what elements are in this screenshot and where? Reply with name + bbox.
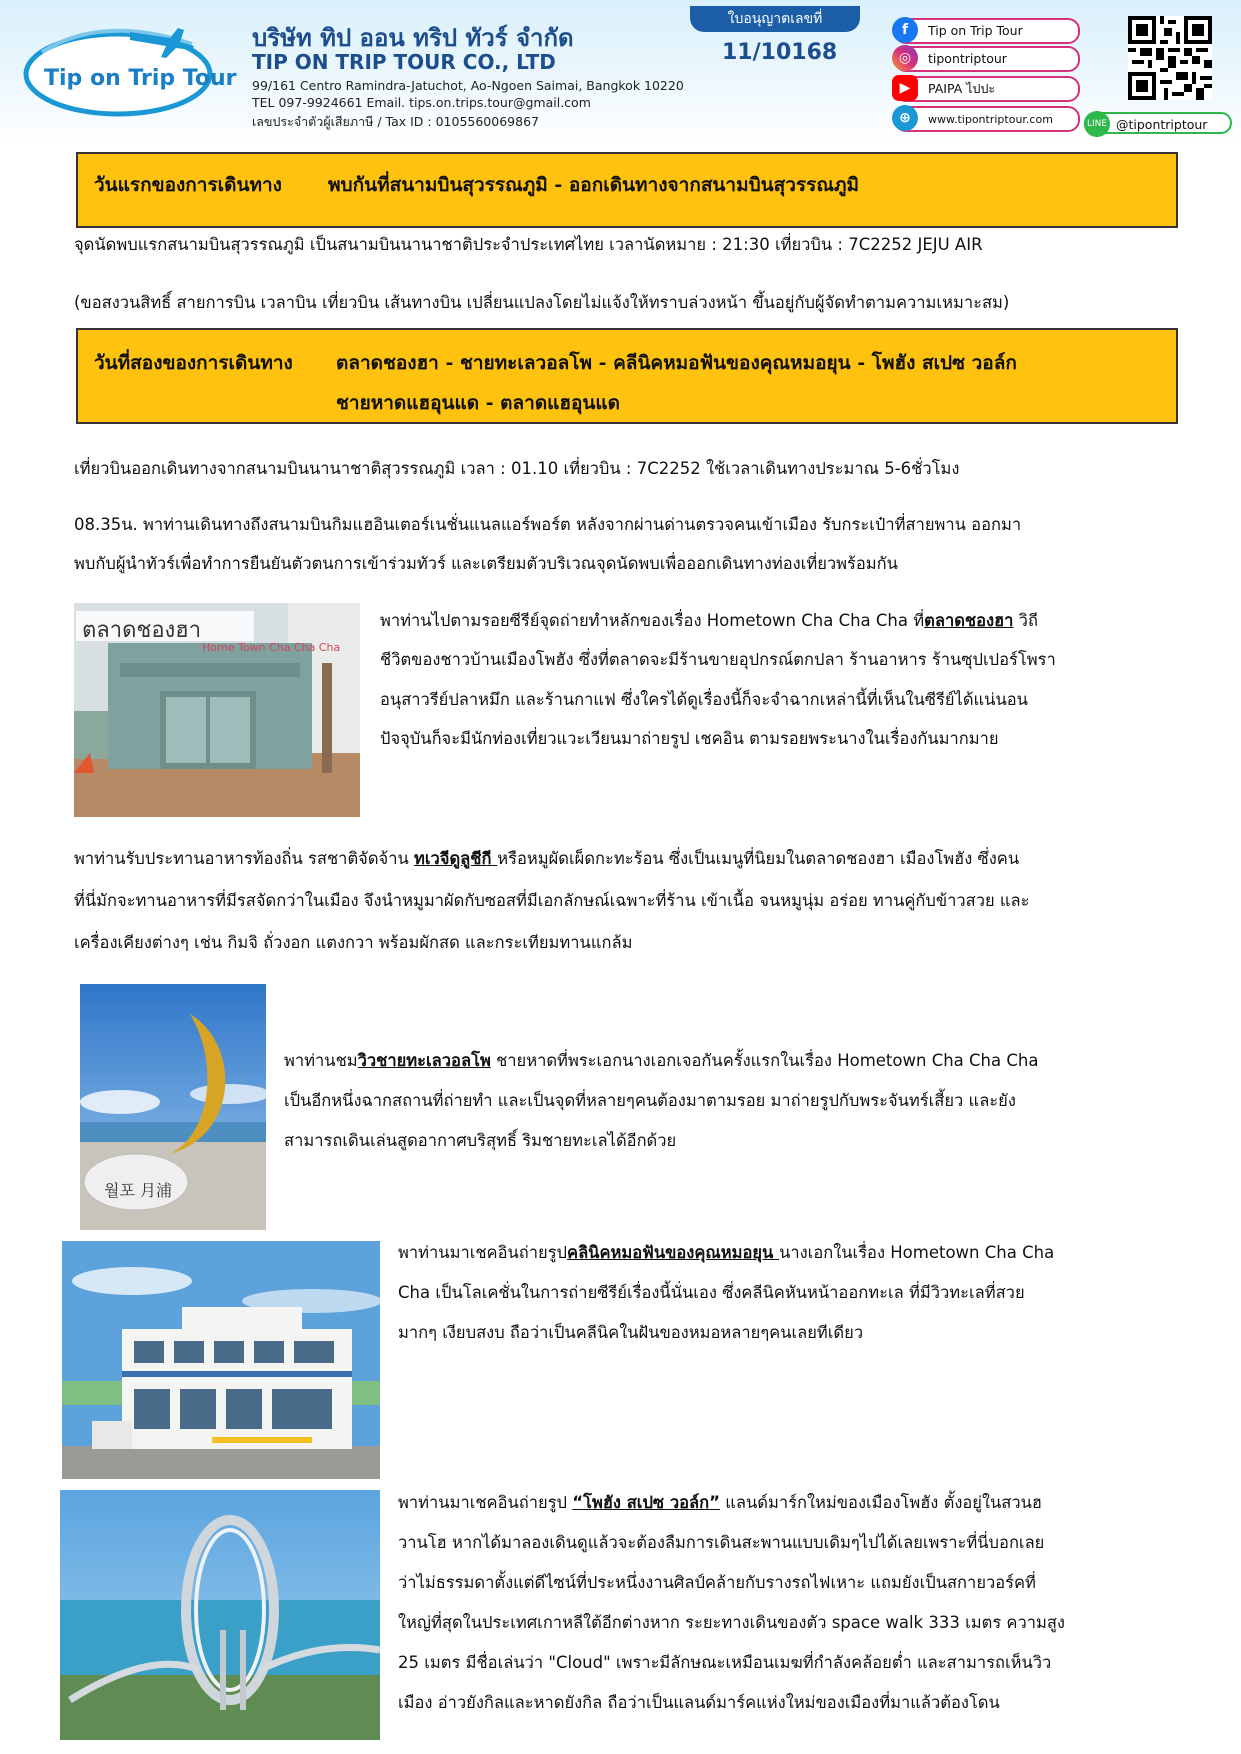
spacewalk-line4: ใหญ่ที่สุดในประเทศเกาหลีใต้อีกต่างหาก ระยะทางเดินของตัว space walk 333 เมตร ความสูง bbox=[398, 1613, 1065, 1632]
company-name-english: TIP ON TRIP TOUR CO., LTD bbox=[252, 50, 556, 74]
letterhead bbox=[0, 0, 1241, 143]
lunch-line1: พาท่านรับประทานอาหารท้องถิ่น รสชาติจัดจ้าน ทเวจีดูลูชีกี หรือหมูผัดเผ็ดกะทะร้อน ซึ่งเป็นเมนูที่นิยมในตลาดชองฮา เมืองโพฮัง ซึ่งคน bbox=[74, 849, 1020, 868]
spacewalk-line2: วานโฮ หากได้มาลองเดินดูแล้วจะต้องลืมการเดินสะพานแบบเดิมๆไปได้เลยเพราะที่นี่บอกเลย bbox=[398, 1533, 1045, 1552]
clinic-line1: พาท่านมาเชคอินถ่ายรูปคลินิคหมอฟันของคุณหมอยุน นางเอกในเรื่อง Hometown Cha Cha bbox=[398, 1243, 1055, 1262]
website-link[interactable] bbox=[894, 106, 1080, 132]
facebook-label: Tip on Trip Tour bbox=[928, 23, 1023, 38]
instagram-label: tipontriptour bbox=[928, 51, 1007, 66]
spacewalk-line5: 25 เมตร มีชื่อเล่นว่า "Cloud" เพราะมีลักษณะเหมือนเมฆที่กำลังคล้อยต่ำ และสามารถเห็นวิว bbox=[398, 1653, 1052, 1672]
day2-header-box bbox=[76, 328, 1178, 424]
company-logo bbox=[22, 22, 237, 120]
day2-label: วันที่สองของการเดินทาง bbox=[94, 352, 293, 374]
spacewalk-line6: เมือง อ่าวยังกิลและหาดยังกิล ถือว่าเป็นแลนด์มาร์คแห่งใหม่ของเมืองที่มาแล้วต้องโดน bbox=[398, 1693, 1000, 1712]
market-line4: ปัจจุบันก็จะมีนักท่องเที่ยวแวะเวียนมาถ่ายรูป เชคอิน ตามรอยพระนางในเรื่องกันมากมาย bbox=[380, 729, 999, 748]
wolpo-beach-highlight: วิวชายทะเลวอลโพ bbox=[357, 1051, 491, 1070]
photo-pohang-space-walk bbox=[60, 1490, 380, 1740]
day1-meeting-point: จุดนัดพบแรกสนามบินสุวรรณภูมิ เป็นสนามบินนานาชาติประจำประเทศไทย เวลานัดหมาย : 21:30 เที่ยวบิน : 7C2252 JEJU AIR bbox=[74, 235, 983, 254]
stone-text: 월포 月浦 bbox=[104, 1181, 172, 1200]
license-label: ใบอนุญาตเลขที่ bbox=[690, 6, 860, 32]
market-line3: อนุสาวรีย์ปลาหมึก และร้านกาแฟ ซึ่งใครได้ดูเรื่องนี้ก็จะจำฉากเหล่านี้ที่เห็นในซีรีย์ได้แน่นอน bbox=[380, 690, 1028, 709]
youtube-link[interactable] bbox=[894, 76, 1080, 102]
dwaeji-bulgogi-highlight: ทเวจีดูลูชีกี bbox=[414, 849, 498, 868]
lunch-line3: เครื่องเคียงต่างๆ เช่น กิมจิ ถั่วงอก แตงกวา พร้อมผักสด และกระเทียมทานแกล้ม bbox=[74, 933, 633, 952]
facebook-icon: f bbox=[892, 17, 918, 43]
wolpo-line3: สามารถเดินเล่นสูดอากาศบริสุทธิ์ ริมชายทะเลได้อีกด้วย bbox=[284, 1131, 677, 1150]
day2-title-line1: ตลาดชองฮา - ชายทะเลวอลโพ - คลีนิคหมอฟันของคุณหมอยุน - โพฮัง สเปซ วอล์ก bbox=[336, 352, 1017, 374]
line-label: @tipontriptour bbox=[1116, 117, 1208, 132]
company-tax-id: เลขประจำตัวผู้เสียภาษี / Tax ID : 0105560069867 bbox=[252, 114, 539, 129]
lunch-line2: ที่นี่มักจะทานอาหารที่มีรสจัดกว่าในเมือง จึงนำหมูมาผัดกับซอสที่มีเอกลักษณ์เฉพาะที่ร้าน เข้าเนื้อ จนหมูนุ่ม อร่อย ทานคู่กับข้าวสวย และ bbox=[74, 891, 1030, 910]
company-address: 99/161 Centro Ramindra-Jatuchot, Ao-Ngoen Saimai, Bangkok 10220 bbox=[252, 78, 684, 93]
photo-sign-text: ตลาดชองฮา bbox=[82, 618, 202, 643]
space-walk-highlight: “โพฮัง สเปซ วอล์ก” bbox=[572, 1493, 720, 1512]
cheongha-market-highlight: ตลาดชองฮา bbox=[924, 611, 1014, 630]
instagram-icon: ◎ bbox=[892, 45, 918, 71]
website-label: www.tipontriptour.com bbox=[928, 113, 1053, 126]
arrival-line1: 08.35น. พาท่านเดินทางถึงสนามบินกิมแฮอินเตอร์เนชั่นแนลแอร์พอร์ต หลังจากผ่านด่านตรวจคนเข้าเมือง รับกระเป๋าที่สายพาน ออกมา bbox=[74, 515, 1022, 534]
youtube-label: PAIPA ไปปะ bbox=[928, 81, 996, 96]
day1-title: พบกันที่สนามบินสุวรรณภูมิ - ออกเดินทางจากสนามบินสุวรรณภูมิ bbox=[328, 174, 859, 196]
line-icon: LINE bbox=[1084, 111, 1110, 137]
day2-flight-info: เที่ยวบินออกเดินทางจากสนามบินนานาชาติสุวรรณภูมิ เวลา : 01.10 เที่ยวบิน : 7C2252 ใช้เวลาเดินทางประมาณ 5-6ชั่วโมง bbox=[74, 459, 960, 478]
company-contact: TEL 097-9924661 Email. tips.on.trips.tour@gmail.com bbox=[252, 95, 591, 110]
company-name-thai: บริษัท ทิป ออน ทริป ทัวร์ จำกัด bbox=[252, 24, 574, 52]
logo-text: Tip on Trip Tour bbox=[44, 66, 237, 91]
wolpo-line1: พาท่านชมวิวชายทะเลวอลโพ ชายหาดที่พระเอกนางเอกเจอกันครั้งแรกในเรื่อง Hometown Cha Cha Cha bbox=[284, 1051, 1039, 1070]
instagram-link[interactable] bbox=[894, 46, 1080, 72]
youtube-icon: ▶ bbox=[892, 75, 918, 101]
day1-label: วันแรกของการเดินทาง bbox=[94, 174, 282, 196]
clinic-line3: มากๆ เงียบสงบ ถือว่าเป็นคลีนิคในฝันของหมอหลายๆคนเลยทีเดียว bbox=[398, 1323, 864, 1342]
day1-header-box bbox=[76, 152, 1178, 228]
photo-cheongha-market bbox=[74, 603, 360, 817]
market-line2: ชีวิตของชาวบ้านเมืองโพฮัง ซึ่งที่ตลาดจะมีร้านขายอุปกรณ์ตกปลา ร้านอาหาร ร้านซุปเปอร์โพรา bbox=[380, 650, 1056, 669]
facebook-link[interactable] bbox=[894, 18, 1080, 44]
photo-wolpo-beach-moon bbox=[80, 984, 266, 1230]
license-number: 11/10168 bbox=[722, 40, 838, 65]
line-link[interactable] bbox=[1084, 112, 1232, 134]
clinic-line2: Cha เป็นโลเคชั่นในการถ่ายซีรีย์เรื่องนี้นั่นเอง ซึ่งคลีนิคหันหน้าออกทะเล ที่มีวิวทะเลที่สวย bbox=[398, 1283, 1025, 1302]
day1-disclaimer: (ขอสงวนสิทธิ์ สายการบิน เวลาบิน เที่ยวบิน เส้นทางบิน เปลี่ยนแปลงโดยไม่แจ้งให้ทราบล่วงหน้า ขึ้นอยู่กับผู้จัดทำตามความเหมาะสม) bbox=[74, 293, 1010, 312]
photo-dental-clinic bbox=[62, 1241, 380, 1479]
photo-sign-subtext: Home Town Cha Cha Cha bbox=[202, 641, 341, 654]
dental-clinic-highlight: คลินิคหมอฟันของคุณหมอยุน bbox=[567, 1243, 780, 1262]
market-line1: พาท่านไปตามรอยซีรีย์จุดถ่ายทำหลักของเรื่อง Hometown Cha Cha Cha ที่ตลาดชองฮา วิถี bbox=[380, 611, 1038, 630]
wolpo-line2: เป็นอีกหนึ่งฉากสถานที่ถ่ายทำ และเป็นจุดที่หลายๆคนต้องมาตามรอย มาถ่ายรูปกับพระจันทร์เสี้ยว และยัง bbox=[284, 1091, 1016, 1110]
day2-title-line2: ชายหาดแฮอุนแด - ตลาดแฮอุนแด bbox=[336, 392, 620, 414]
spacewalk-line1: พาท่านมาเชคอินถ่ายรูป “โพฮัง สเปซ วอล์ก” แลนด์มาร์กใหม่ของเมืองโพฮัง ตั้งอยู่ในสวนฮ bbox=[398, 1493, 1042, 1512]
spacewalk-line3: ว่าไม่ธรรมดาตั้งแต่ดีไซน์ที่ประหนึ่งงานศิลป์คล้ายกับรางรถไฟเหาะ แถมยังเป็นสกายวอร์คที่ bbox=[398, 1573, 1036, 1592]
qr-code bbox=[1128, 16, 1212, 100]
globe-icon: ⊕ bbox=[892, 105, 918, 131]
arrival-line2: พบกับผู้นำทัวร์เพื่อทำการยืนยันตัวตนการเข้าร่วมทัวร์ และเตรียมตัวบริเวณจุดนัดพบเพื่อออกเดินทางท่องเที่ยวพร้อมกัน bbox=[74, 554, 898, 573]
